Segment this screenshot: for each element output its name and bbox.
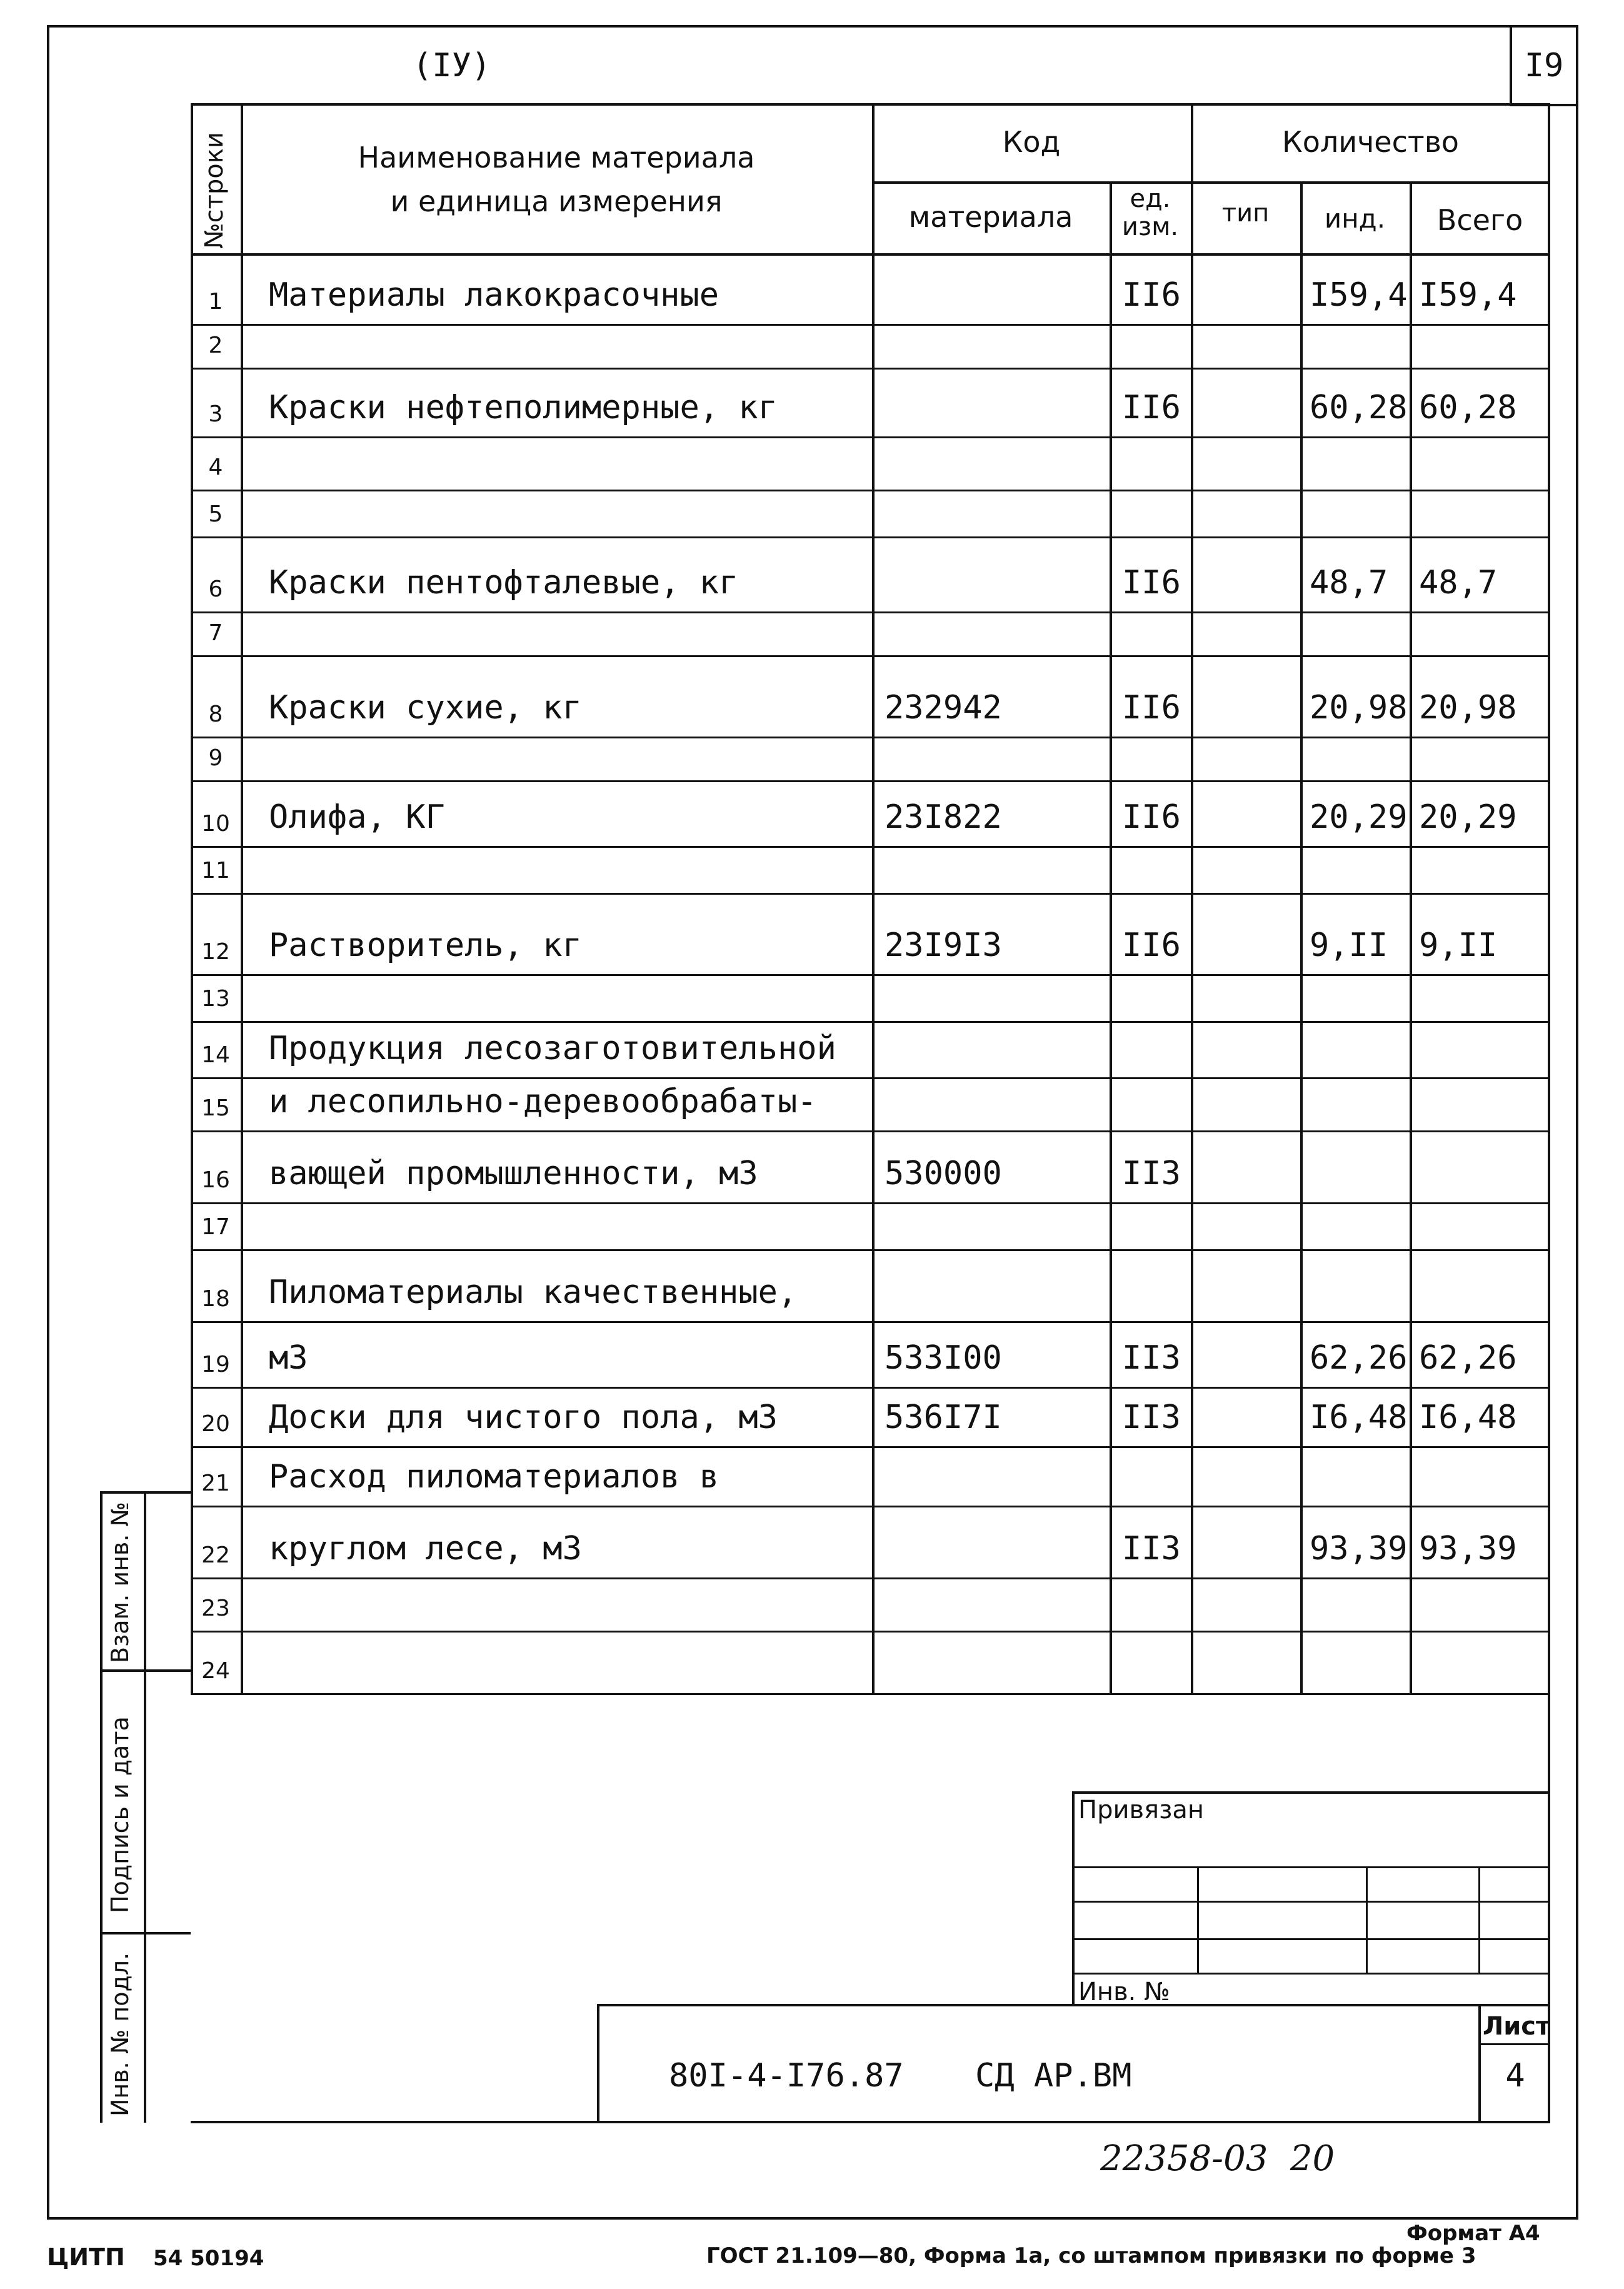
row-number: 8 <box>208 702 223 727</box>
qty-total: I6,48 <box>1419 1399 1517 1436</box>
row-rule <box>191 846 1550 848</box>
material-name: Материалы лакокрасочные <box>269 276 719 314</box>
qty-ind: 9,II <box>1310 927 1388 964</box>
col-rule <box>1410 181 1412 1694</box>
header-unit-line1: ед. <box>1130 184 1171 213</box>
row-rule <box>191 893 1550 895</box>
row-rule <box>191 368 1550 370</box>
org-code: 54 50194 <box>153 2246 264 2271</box>
doc-code: 80I-4-I76.87 <box>669 2057 904 2095</box>
row-rule <box>191 1387 1550 1389</box>
row-number: 15 <box>201 1095 230 1121</box>
row-number: 12 <box>201 939 230 965</box>
qty-ind: 62,26 <box>1310 1339 1408 1377</box>
qty-total: I59,4 <box>1419 276 1517 314</box>
row-number: 7 <box>208 620 223 646</box>
qty-ind: 20,29 <box>1310 798 1408 836</box>
header-qty-total: Всего <box>1436 203 1523 237</box>
gost-label: ГОСТ 21.109—80, Форма 1а, со штампом привязки по форме 3 <box>706 2243 1476 2268</box>
qty-total: 62,26 <box>1419 1339 1517 1377</box>
row-rule <box>191 737 1550 738</box>
inv-no-label: Инв. № <box>1078 1978 1170 2006</box>
row-number: 13 <box>201 986 230 1012</box>
row-rule <box>191 1130 1550 1132</box>
row-number: 22 <box>201 1542 230 1568</box>
header-row-no: №строки <box>200 132 229 249</box>
side-label-inv-podl: Инв. № подл. <box>106 1952 134 2116</box>
unit-code: II6 <box>1122 689 1181 727</box>
material-code: 530000 <box>885 1155 1002 1192</box>
header-name-line2: и единица измерения <box>390 184 723 218</box>
row-number: 18 <box>201 1286 230 1312</box>
side-label-podpis: Подпись и дата <box>106 1716 134 1913</box>
row-rule <box>191 324 1550 326</box>
material-code: 23I822 <box>885 798 1002 836</box>
unit-code: II3 <box>1122 1339 1181 1377</box>
qty-total: 20,98 <box>1419 689 1517 727</box>
qty-ind: 20,98 <box>1310 689 1408 727</box>
row-number: 4 <box>208 455 223 480</box>
table-top-rule <box>191 103 1550 106</box>
header-bottom-rule <box>191 253 1550 256</box>
row-rule <box>191 1321 1550 1323</box>
header-mid-rule <box>872 181 1550 184</box>
row-rule <box>191 1446 1550 1448</box>
material-name: Краски сухие, кг <box>269 689 582 727</box>
unit-code: II6 <box>1122 564 1181 601</box>
row-number: 9 <box>208 745 223 771</box>
row-number: 19 <box>201 1352 230 1377</box>
qty-ind: I6,48 <box>1310 1399 1408 1436</box>
material-name: Олифа, КГ <box>269 798 445 836</box>
row-rule <box>191 1577 1550 1579</box>
material-name: Доски для чистого пола, м3 <box>269 1399 778 1436</box>
header-unit-line2: изм. <box>1121 213 1179 241</box>
col-rule <box>1110 181 1112 1694</box>
table-right-rule <box>1548 103 1550 1694</box>
row-number: 17 <box>201 1214 230 1240</box>
list-value: 4 <box>1505 2057 1525 2095</box>
qty-total: 60,28 <box>1419 389 1517 426</box>
row-rule <box>191 1021 1550 1023</box>
material-name: Пиломатериалы качественные, <box>269 1274 798 1311</box>
org-label: ЦИТП <box>47 2243 125 2271</box>
row-number: 24 <box>201 1658 230 1684</box>
material-name: Расход пиломатериалов в <box>269 1458 719 1496</box>
qty-ind: 93,39 <box>1310 1530 1408 1567</box>
col-rule <box>1300 181 1303 1694</box>
unit-code: II3 <box>1122 1399 1181 1436</box>
qty-ind: 48,7 <box>1310 564 1388 601</box>
qty-total: 9,II <box>1419 927 1498 964</box>
row-number: 14 <box>201 1042 230 1068</box>
material-code: 232942 <box>885 689 1002 727</box>
material-name: круглом лесе, м3 <box>269 1530 582 1567</box>
row-number: 5 <box>208 501 223 527</box>
row-number: 16 <box>201 1167 230 1193</box>
qty-total: 93,39 <box>1419 1530 1517 1567</box>
unit-code: II3 <box>1122 1530 1181 1567</box>
qty-ind: I59,4 <box>1310 276 1408 314</box>
unit-code: II6 <box>1122 276 1181 314</box>
handwritten-note: 22358-03 20 <box>1100 2138 1335 2179</box>
material-code: 536I7I <box>885 1399 1002 1436</box>
header-code-material: материала <box>908 200 1073 234</box>
list-label: Лист <box>1483 2012 1551 2041</box>
row-rule <box>191 974 1550 976</box>
unit-code: II6 <box>1122 798 1181 836</box>
row-number: 23 <box>201 1596 230 1621</box>
section-label: (IУ) <box>413 47 491 84</box>
row-rule <box>191 1202 1550 1204</box>
material-name: и лесопильно-деревообрабаты- <box>269 1083 817 1120</box>
row-rule <box>191 1506 1550 1507</box>
sheet-number: I9 <box>1524 47 1564 84</box>
row-rule <box>191 1077 1550 1079</box>
row-rule <box>191 536 1550 538</box>
header-qty-type: тип <box>1221 199 1270 228</box>
format-label: Формат А4 <box>1406 2221 1540 2246</box>
header-qty-ind: инд. <box>1324 203 1386 234</box>
header-name-line1: Наименование материала <box>358 141 755 174</box>
material-name: м3 <box>269 1339 308 1377</box>
material-name: Продукция лесозаготовительной <box>269 1030 836 1067</box>
privyazan-label: Привязан <box>1078 1796 1205 1824</box>
row-rule <box>191 611 1550 613</box>
row-number: 6 <box>208 576 223 602</box>
row-number: 10 <box>201 811 230 837</box>
row-number: 20 <box>201 1411 230 1437</box>
row-rule <box>191 490 1550 491</box>
unit-code: II6 <box>1122 927 1181 964</box>
row-rule <box>191 780 1550 782</box>
qty-total: 20,29 <box>1419 798 1517 836</box>
header-quantity: Количество <box>1282 125 1459 159</box>
row-rule <box>191 436 1550 438</box>
material-code: 23I9I3 <box>885 927 1002 964</box>
row-number: 3 <box>208 401 223 427</box>
unit-code: II3 <box>1122 1155 1181 1192</box>
unit-code: II6 <box>1122 389 1181 426</box>
doc-mark: СД АР.ВМ <box>975 2057 1132 2095</box>
col-rule <box>241 103 243 1694</box>
qty-ind: 60,28 <box>1310 389 1408 426</box>
header-code: Код <box>1002 125 1061 159</box>
row-rule <box>191 655 1550 657</box>
material-code: 533I00 <box>885 1339 1002 1377</box>
material-name: Краски нефтеполимерные, кг <box>269 389 778 426</box>
row-number: 1 <box>208 289 223 314</box>
row-number: 11 <box>201 858 230 883</box>
qty-total: 48,7 <box>1419 564 1498 601</box>
row-rule <box>191 1693 1550 1695</box>
row-rule <box>191 1631 1550 1632</box>
row-number: 2 <box>208 333 223 358</box>
col-rule <box>872 103 875 1694</box>
side-label-vzam: Взам. инв. № <box>106 1501 134 1663</box>
col-rule <box>1191 103 1193 1694</box>
row-rule <box>191 1249 1550 1251</box>
material-name: вающей промышленности, м3 <box>269 1155 758 1192</box>
row-number: 21 <box>201 1471 230 1496</box>
material-name: Краски пентофталевые, кг <box>269 564 739 601</box>
material-name: Растворитель, кг <box>269 927 582 964</box>
